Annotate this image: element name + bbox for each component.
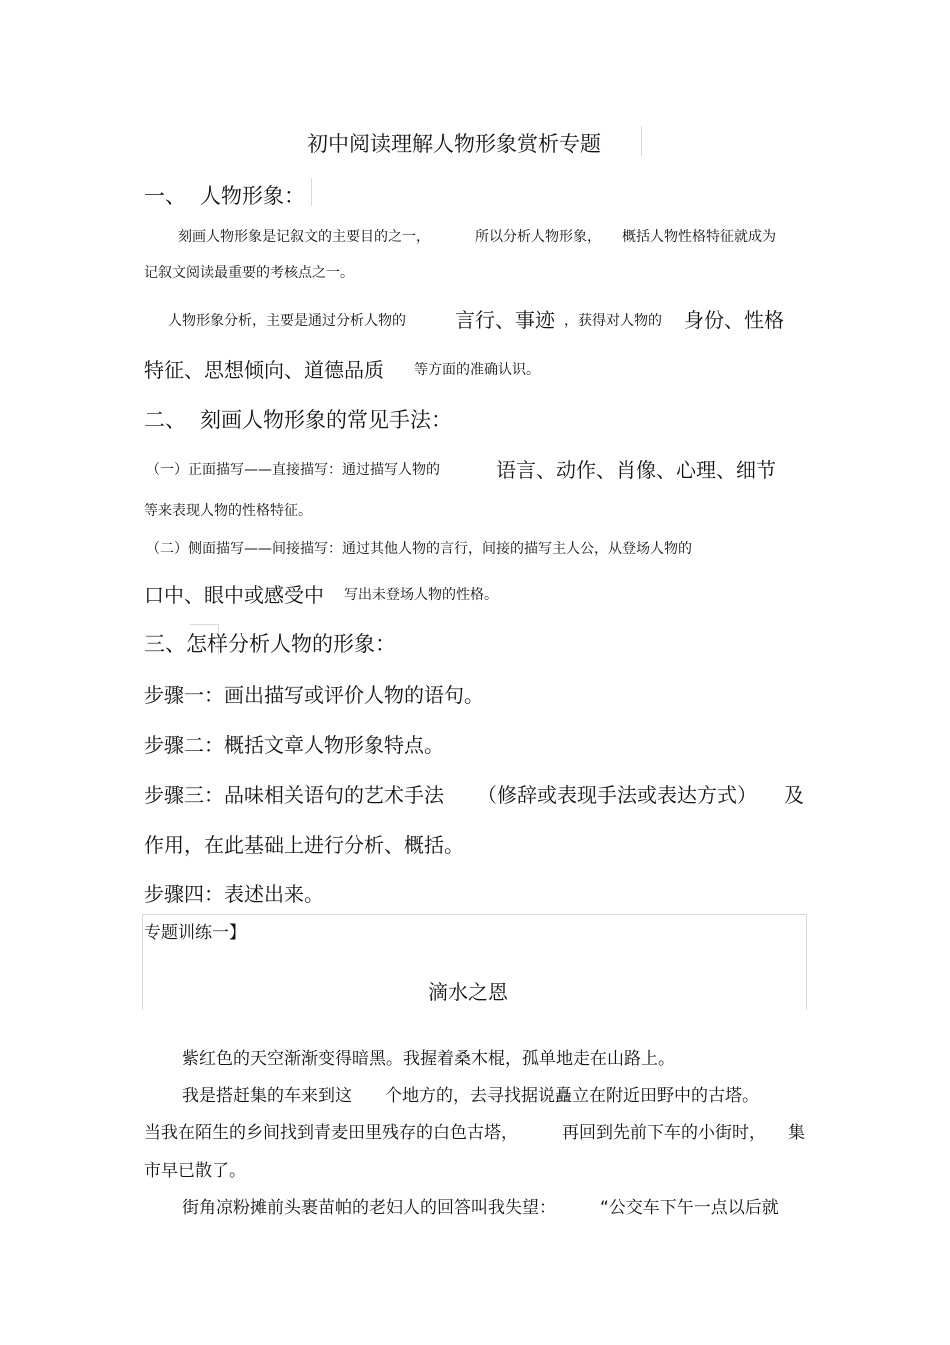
story-paragraph-2-line2-c: 集 bbox=[788, 1123, 805, 1143]
training-label: 专题训练一】 bbox=[144, 923, 246, 943]
step-three-line2: 作用，在此基础上进行分析、概括。 bbox=[144, 833, 464, 857]
section1-para1-part-c: 概括人物性格特征就成为 bbox=[622, 229, 776, 245]
section2-item2-part-b: 写出未登场人物的性格。 bbox=[344, 587, 498, 603]
section1-heading-number: 一、 bbox=[144, 184, 186, 208]
section2-item2-highlight: 口中、眼中或感受中 bbox=[144, 583, 324, 607]
story-paragraph-2-part-b: 个地方的，去寻找据说矗立在附近田野中的古塔。 bbox=[385, 1086, 759, 1106]
section3-heading: 三、怎样分析人物的形象： bbox=[144, 632, 396, 656]
story-paragraph-2-line2-a: 当我在陌生的乡间找到青麦田里残存的白色古塔， bbox=[144, 1123, 518, 1143]
section2-heading-number: 二、 bbox=[144, 408, 186, 432]
section2-heading: 刻画人物形象的常见手法： bbox=[200, 408, 452, 432]
story-paragraph-3-part-a: 街角凉粉摊前头裹苗帕的老妇人的回答叫我失望： bbox=[182, 1198, 556, 1218]
training-box-top bbox=[142, 914, 806, 915]
section3-marker bbox=[190, 624, 218, 625]
title-divider bbox=[641, 126, 642, 156]
section2-item1-highlight: 语言、动作、肖像、心理、细节 bbox=[496, 458, 776, 482]
section1-heading: 人物形象： bbox=[200, 184, 305, 208]
story-title: 滴水之恩 bbox=[428, 980, 508, 1004]
page-title: 初中阅读理解人物形象赏析专题 bbox=[307, 132, 601, 156]
section1-para2-part-e: 等方面的准确认识。 bbox=[414, 362, 540, 378]
story-paragraph-1: 紫红色的天空渐渐变得暗黑。我握着桑木棍，孤单地走在山路上。 bbox=[182, 1049, 675, 1069]
section1-divider bbox=[311, 178, 312, 206]
section1-para1-line2: 记叙文阅读最重要的考核点之一。 bbox=[144, 265, 354, 281]
section2-item2-line1: （二）侧面描写——间接描写：通过其他人物的言行，间接的描写主人公，从登场人物的 bbox=[146, 541, 692, 557]
section2-item1-line2: 等来表现人物的性格特征。 bbox=[144, 503, 312, 519]
step-three-part-b: （修辞或表现手法或表达方式） bbox=[477, 783, 757, 807]
section1-para2-part-a: 人物形象分析，主要是通过分析人物的 bbox=[168, 313, 406, 329]
section1-para1-part-b: 所以分析人物形象， bbox=[475, 229, 601, 245]
step-two: 步骤二：概括文章人物形象特点。 bbox=[144, 733, 444, 757]
step-one: 步骤一：画出描写或评价人物的语句。 bbox=[144, 683, 484, 707]
story-paragraph-3-part-b: “公交车下午一点以后就 bbox=[600, 1198, 779, 1218]
step-three-part-c: 及 bbox=[784, 783, 804, 807]
step-three-part-a: 步骤三：品味相关语句的艺术手法 bbox=[144, 783, 444, 807]
training-box-left bbox=[142, 914, 143, 1010]
section1-para2-highlight-2: 身份、性格 bbox=[684, 308, 784, 332]
training-box-right bbox=[806, 914, 807, 1010]
section1-para2-part-c: ，获得对人物的 bbox=[564, 313, 662, 329]
step-four: 步骤四：表述出来。 bbox=[144, 882, 324, 906]
section1-para2-highlight-3: 特征、思想倾向、道德品质 bbox=[144, 358, 384, 382]
story-paragraph-2-line3: 市早已散了。 bbox=[144, 1161, 246, 1181]
section1-para2-highlight-1: 言行、事迹 bbox=[455, 308, 555, 332]
section2-item1-part-a: （一）正面描写——直接描写：通过描写人物的 bbox=[146, 462, 440, 478]
story-paragraph-2-part-a: 我是搭赶集的车来到这 bbox=[182, 1086, 352, 1106]
section1-para1-part-a: 刻画人物形象是记叙文的主要目的之一， bbox=[178, 229, 430, 245]
story-paragraph-2-line2-b: 再回到先前下车的小街时， bbox=[562, 1123, 766, 1143]
